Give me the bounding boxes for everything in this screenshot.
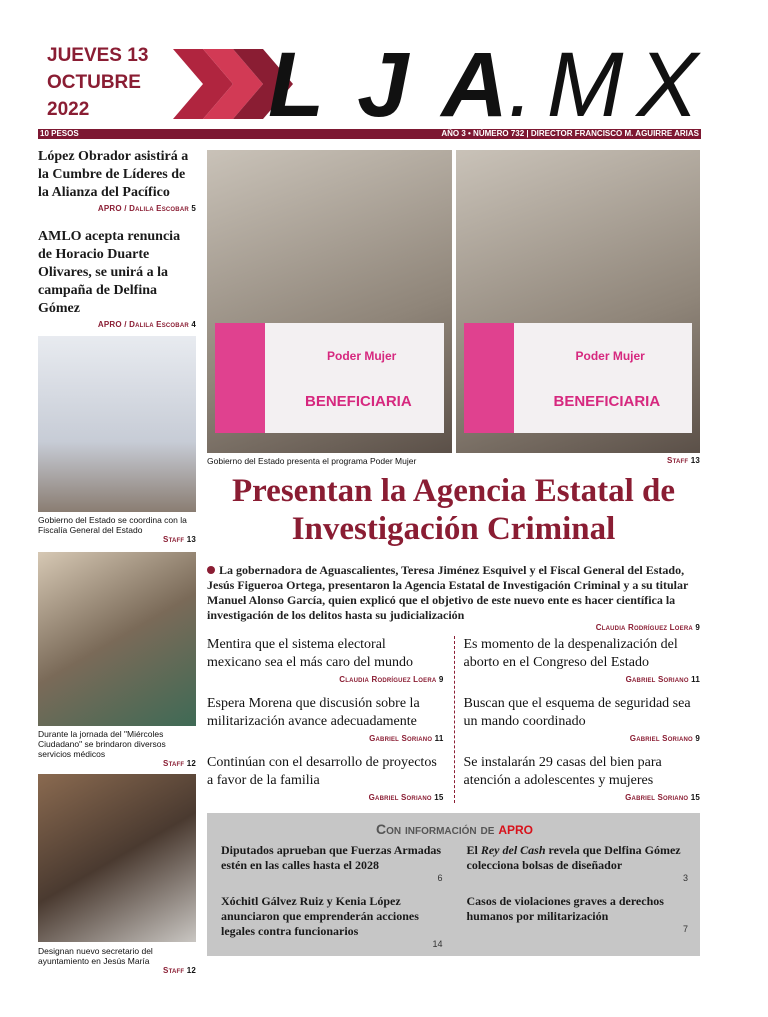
left-story-5[interactable] (38, 946, 196, 976)
page-number: 4 (191, 320, 196, 329)
story[interactable] (464, 695, 701, 744)
story-title[interactable]: Buscan que el esquema de seguridad sea un mando coordinado (463, 696, 691, 729)
story-title[interactable]: Mentira que el sistema electoral mexicano sea el más caro del mundo (207, 637, 414, 670)
left-story-1[interactable] (38, 148, 196, 214)
lead-dek (207, 563, 700, 633)
lead-photos (207, 150, 700, 453)
title-italic: Rey del Cash (480, 843, 546, 857)
photo-lead-right (456, 150, 701, 453)
left-story-2[interactable] (38, 228, 196, 330)
page-number: 3 (682, 873, 688, 883)
lower-section (207, 636, 700, 956)
issue-date (47, 42, 148, 123)
title-part: revela que Delfina Gómez colecciona bolsas de diseñador (466, 843, 681, 872)
apro-box (207, 813, 700, 956)
apro-story-title[interactable]: Diputados aprueban que Fuerzas Armadas estén en las calles hasta el 2028 (221, 843, 442, 872)
page-number: 14 (432, 939, 443, 949)
issue-info: AÑO 3 • NÚMERO 732 | DIRECTOR FRANCISCO M. AGUIRRE ARIAS (441, 129, 699, 138)
story-title[interactable]: Continúan con el desarrollo de proyectos a favor de la familia (207, 755, 437, 788)
byline: Gabriel Soriano (368, 793, 432, 802)
page-number: 13 (186, 535, 196, 544)
photo-miercoles-ciudadano (38, 552, 196, 726)
price: 10 PESOS (40, 129, 79, 138)
apro-logo: apro (498, 819, 533, 838)
sign-brand: Poder Mujer (327, 349, 397, 363)
apro-story[interactable] (467, 894, 689, 950)
date-month: OCTUBRE (47, 72, 141, 93)
svg-text:.MX: .MX (508, 44, 698, 124)
page-number: 15 (690, 793, 700, 802)
byline: Gabriel Soriano (629, 734, 693, 743)
page-number: 13 (690, 456, 700, 465)
byline: Staff (163, 759, 185, 768)
sign (464, 323, 693, 433)
photo-caption: Durante la jornada del "Miércoles Ciudadano" se brindaron diversos servicios médicos (38, 729, 166, 759)
apro-story[interactable] (467, 843, 689, 884)
svg-text:LJA: LJA (268, 44, 508, 124)
page-number: 6 (437, 873, 443, 883)
story[interactable] (207, 695, 444, 744)
story[interactable] (207, 636, 444, 685)
sign-brand: Poder Mujer (575, 349, 645, 363)
story-title[interactable]: Se instalarán 29 casas del bien para atención a adolescentes y mujeres (463, 755, 662, 788)
sign-text: BENEFICIARIA (553, 393, 661, 410)
byline: Claudia Rodríguez Loera (339, 675, 437, 684)
page-number: 15 (434, 793, 444, 802)
byline: Claudia Rodríguez Loera (595, 623, 693, 632)
story-title[interactable]: López Obrador asistirá a la Cumbre de Líderes de la Alianza del Pacífico (38, 149, 189, 200)
photo-caption: Designan nuevo secretario del ayuntamiento en Jesús María (38, 946, 153, 966)
title-part: El (466, 843, 481, 857)
byline: APRO / Dalila Escobar (97, 320, 189, 329)
story-title[interactable]: AMLO acepta renuncia de Horacio Duarte Olivares, se unirá a la campaña de Delfina Gómez (38, 229, 181, 316)
story-title[interactable]: Espera Morena que discusión sobre la militarización avance adecuadamente (207, 696, 420, 729)
apro-story[interactable] (221, 894, 443, 950)
left-story-3[interactable] (38, 515, 196, 545)
story-title[interactable]: Es momento de la despenalización del aborto en el Congreso del Estado (463, 637, 678, 670)
apro-heading: Con información de (375, 821, 495, 837)
left-story-4[interactable] (38, 729, 196, 769)
apro-story-title[interactable]: Xóchitl Gálvez Ruiz y Kenia López anunciaron que emprenderán acciones legales contra funcionarios (221, 894, 419, 938)
date-year: 2022 (47, 99, 90, 120)
page-number: 5 (191, 204, 196, 213)
sign (215, 323, 444, 433)
page-number: 12 (186, 966, 196, 975)
story[interactable] (464, 754, 701, 803)
page-number: 7 (682, 924, 688, 934)
stories-grid (207, 636, 700, 803)
lead-photo-caption: Gobierno del Estado presenta el programa Poder Mujer (207, 456, 417, 466)
byline: Staff (163, 966, 185, 975)
lead-headline[interactable]: Presentan la Agencia Estatal de Investigación Criminal (231, 473, 676, 547)
page-number: 11 (691, 675, 700, 684)
date-weekday: JUEVES 13 (47, 45, 149, 66)
dek-text: La gobernadora de Aguascalientes, Teresa Jiménez Esquivel y el Fiscal General del Estado, Jesús Figueroa Ortega, presentaron la Agencia Estatal de Investigación Criminal y a su titular Manuel Alonso García, quien explicó que el objetivo de este nuevo ente es hacer científica la investigación de los delitos hasta su judicialización (207, 563, 689, 622)
sign-text: BENEFICIARIA (305, 393, 412, 410)
lja-logo (173, 44, 703, 124)
byline: Staff (163, 535, 185, 544)
page-number: 11 (434, 734, 444, 743)
page-number: 9 (695, 734, 700, 743)
byline: Gabriel Soriano (625, 675, 689, 684)
page-number: 9 (695, 623, 700, 632)
masthead-bar (38, 129, 701, 139)
page-number: 12 (186, 759, 196, 768)
apro-story[interactable] (221, 843, 443, 884)
photo-secretario (38, 774, 196, 942)
byline: Staff (667, 456, 689, 465)
photo-lead-left (207, 150, 452, 453)
byline: Gabriel Soriano (369, 734, 433, 743)
apro-story-title[interactable]: Casos de violaciones graves a derechos humanos por militarización (466, 894, 664, 923)
photo-caption: Gobierno del Estado se coordina con la Fiscalía General del Estado (38, 515, 187, 535)
apro-story-title[interactable] (467, 843, 689, 873)
photo-fiscalia (38, 336, 196, 512)
byline: Gabriel Soriano (625, 793, 689, 802)
page-number: 9 (438, 675, 444, 684)
bullet-icon (207, 566, 215, 574)
byline: APRO / Dalila Escobar (97, 204, 189, 213)
story[interactable] (464, 636, 701, 685)
story[interactable] (207, 754, 444, 803)
